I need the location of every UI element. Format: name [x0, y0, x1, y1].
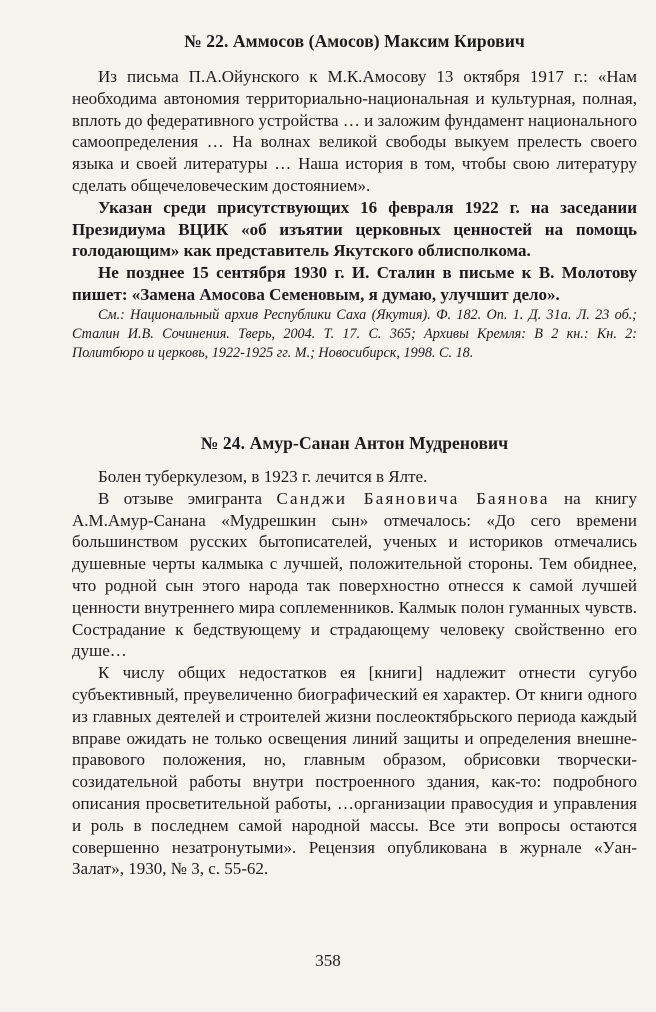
entry-22-paragraph-3: Не позднее 15 сентября 1930 г. И. Сталин в письме к В. Молотову пишет: «Замена Амосова Семеновым, я думаю, улучшит дело».: [72, 263, 637, 304]
entry-24-paragraph-2-text: на книгу А.М.Амур-Санана «Мудрешкин сын» отмечалось: «До сего времени большинством русских бытописателей, ученых и историков отмечались душевные черты калмыка с лучшей, положительной стороны. Тем обиднее, что родной сын этого народа так поверхностно отнесся к самой лучшей ценности внутреннего мира соплеменников. Калмык полон гуманных чувств. Сострадание к бедствующему и страдающему человеку свойственно его душе…: [72, 488, 637, 661]
entry-22-citation: См.: Национальный архив Республики Саха (Якутия). Ф. 182. Оп. 1. Д. 31а. Л. 23 об.; Сталин И.В. Сочинения. Тверь, 2004. Т. 17. С. 365; Архивы Кремля: В 2 кн.: Кн. 2: Политбюро и церковь, 1922-1925 гг. М.; Новосибирск, 1998. С. 18.: [72, 306, 637, 361]
entry-22-heading: № 22. Аммосов (Амосов) Максим Кирович: [184, 31, 525, 51]
entry-22-paragraph-2: Указан среди присутствующих 16 февраля 1922 г. на заседании Президиума ВЦИК «об изъятии церковных ценностей на помощь голодающим» как представитель Якутского облисполкома.: [72, 197, 637, 261]
entry-22-paragraph-1: Из письма П.А.Ойунского к М.К.Амосову 13 октября 1917 г.: «Нам необходима автономия территориально-национальная и культурная, полная, вплоть до федеративного устройства … и заложим фундамент национального самоопределения … На волнах великой свободы выкуем прелесть своего языка и своей литературы … Наша история в том, чтобы свою литературу сделать общечеловеческим достоянием».: [72, 67, 637, 195]
page-number: 358: [315, 951, 341, 970]
entry-24-heading: № 24. Амур-Санан Антон Мудренович: [200, 433, 509, 453]
entry-24-body: [72, 466, 637, 880]
entry-24-paragraph-3: К числу общих недостатков ея [книги] надлежит отнести сугубо субъективный, преувеличенно биографический ея характер. От книги одного из главных деятелей и строителей жизни послеоктябрьского периода каждый вправе ожидать не только освещения линий защиты и определения внешне-правового положения, но, главным образом, обрисовки творчески-созидательной работы внутри построенного здания, как-то: подробного описания просветительной работы, …организации правосудия и управления и роль в последнем самой народной массы. Все эти вопросы остаются совершенно незатронутыми». Рецензия опубликована в журнале «Уан-Залат», 1930, № 3, с. 55-62.: [72, 663, 637, 879]
entry-24-paragraph-1: Болен туберкулезом, в 1923 г. лечится в Ялте.: [98, 467, 428, 486]
entry-24-paragraph-2: [72, 488, 637, 662]
entry-24-paragraph-2-intro: В отзыве эмигранта: [98, 488, 277, 508]
document-page: [72, 0, 637, 1012]
emigrant-name: Санджи Баяновича Баянова: [276, 488, 550, 508]
entry-22-body: [72, 66, 637, 363]
